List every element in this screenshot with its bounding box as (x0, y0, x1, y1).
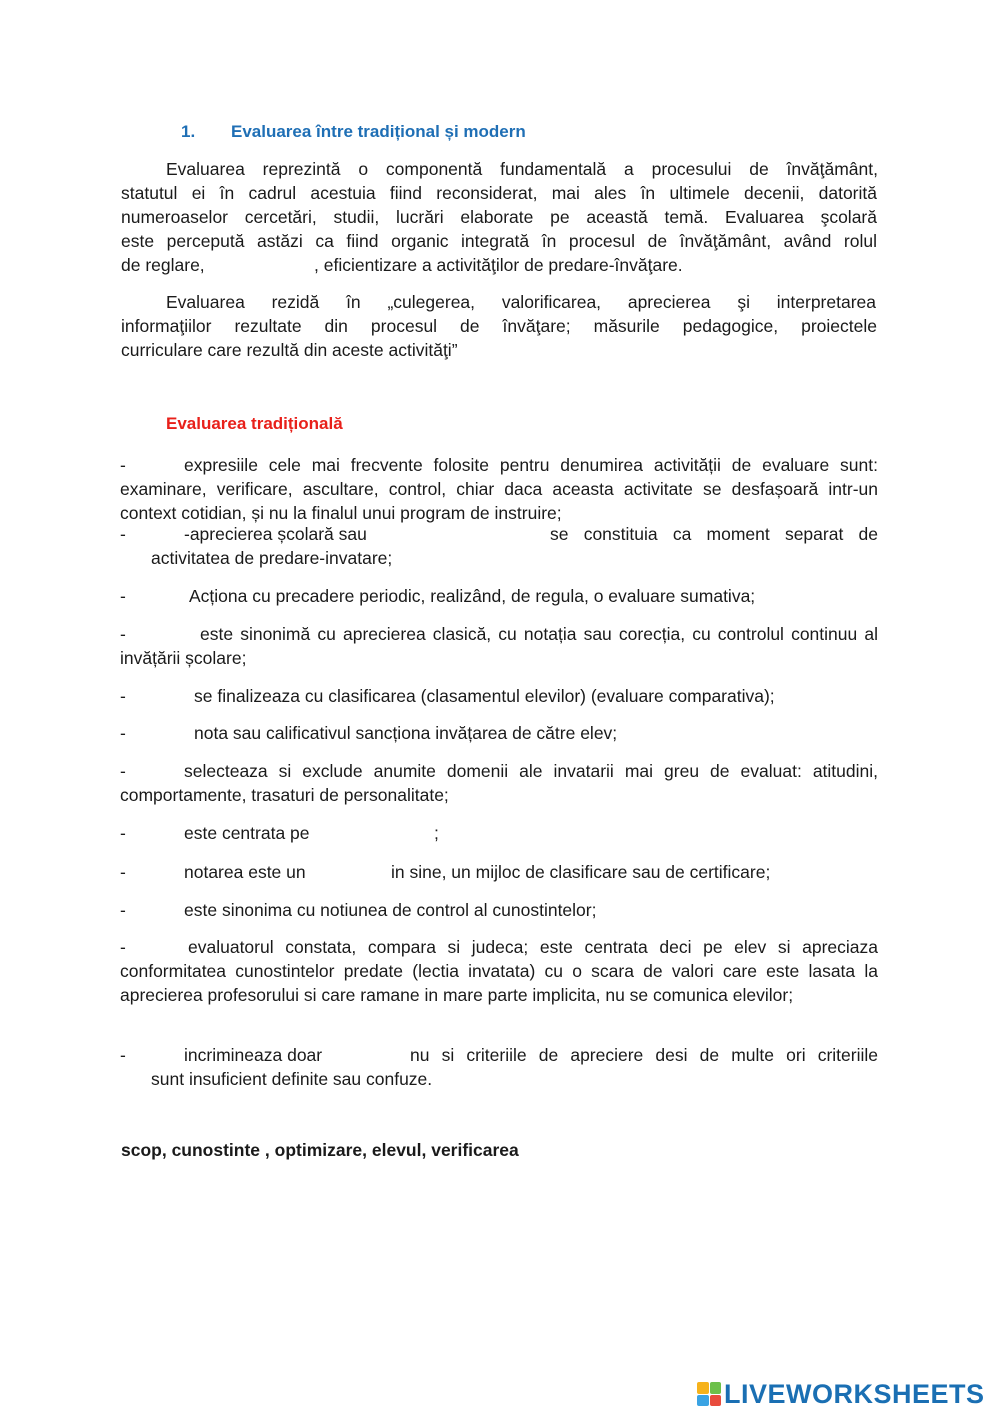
bullet-marker: - (120, 723, 126, 743)
intro-p1-line2: statutul ei în cadrul acestuia fiind reconsiderat, mai ales în ultimele decenii, datorită (121, 183, 877, 203)
intro-p2-line2: informaţiilor rezultate din procesul de învăţare; măsurile pedagogice, proiectele (121, 316, 877, 336)
liveworksheets-grid-icon (697, 1382, 721, 1406)
bullet-item-12a: incrimineaza doar (184, 1045, 323, 1065)
bullet-marker: - (120, 761, 126, 781)
bullet-item-2a: -aprecierea școlară sau (184, 524, 367, 544)
intro-p1-line1: Evaluarea reprezintă o componentă fundamentală a procesului de învăţământ, (166, 159, 878, 179)
liveworksheets-logo (697, 1378, 985, 1410)
intro-p1-line5b: , eficientizare a activităţilor de predare-învăţare. (314, 255, 683, 275)
bullet-marker: - (120, 524, 126, 544)
bullet-item-8b: ; (434, 823, 439, 843)
intro-p1-line5a: de reglare, (121, 255, 205, 275)
intro-p1-line3: numeroaselor cercetări, studii, lucrări elaborate pe această temă. Evaluarea şcolară (121, 207, 877, 227)
bullet-item-8a: este centrata pe (184, 823, 310, 843)
section-title: Evaluarea între tradițional și modern (231, 122, 526, 141)
bullet-item-12-cont: sunt insuficient definite sau confuze. (151, 1069, 433, 1089)
bullet-item-6: nota sau calificativul sancționa invățarea de către elev; (194, 723, 618, 743)
brand-name: LIVEWORKSHEETS (724, 1378, 985, 1409)
bullet-marker: - (120, 862, 126, 882)
bullet-item-5: se finalizeaza cu clasificarea (clasamentul elevilor) (evaluare comparativa); (194, 686, 775, 706)
bullet-marker: - (120, 686, 126, 706)
bullet-marker: - (120, 937, 126, 957)
bullet-marker: - (120, 455, 126, 475)
intro-p2-line1: Evaluarea rezidă în „culegerea, valorificarea, aprecierea şi interpretarea (166, 292, 876, 312)
word-bank: scop, cunostinte , optimizare, elevul, verificarea (121, 1140, 519, 1160)
bullet-item-2-cont: activitatea de predare-invatare; (151, 548, 393, 568)
bullet-item-2b: se constituia ca moment separat de (550, 524, 878, 544)
bullet-marker: - (120, 586, 126, 606)
bullet-item-12b: nu si criteriile de apreciere desi de multe ori criteriile (410, 1045, 878, 1065)
bullet-marker: - (120, 624, 126, 644)
bullet-marker: - (120, 1045, 126, 1065)
bullet-item-4: este sinonimă cu aprecierea clasică, cu notația sau corecția, cu controlul continuu al invățării școlare; (120, 624, 878, 668)
intro-p2-line3: curriculare care rezultă din aceste activităţi” (121, 340, 458, 360)
intro-p1-line4: este percepută astăzi ca fiind organic integrată în procesul de învăţământ, având rolul (121, 231, 877, 251)
bullet-item-7: selecteaza si exclude anumite domenii ale invatarii mai greu de evaluat: atitudini, comportamente, trasaturi de personalitate; (120, 761, 878, 805)
subheading: Evaluarea tradițională (166, 414, 343, 433)
bullet-marker: - (120, 823, 126, 843)
section-number: 1. (181, 122, 196, 141)
bullet-marker: - (120, 900, 126, 920)
bullet-item-9a: notarea este un (184, 862, 306, 882)
bullet-item-11: evaluatorul constata, compara si judeca; este centrata deci pe elev si apreciaza conformitatea cunostintelor predate (lectia invatata) cu o scara de valori care este lasata la aprecierea profesorului si care ramane in mare parte implicita, nu se comunica elevilor; (120, 937, 878, 1005)
bullet-item-1: expresiile cele mai frecvente folosite pentru denumirea activității de evaluare sunt: examinare, verificare, ascultare, control, chiar daca aceasta activitate se desfașoară intr-un context cotidian, și nu la finalul unui program de instruire; (120, 455, 878, 523)
bullet-item-9b: in sine, un mijloc de clasificare sau de certificare; (391, 862, 771, 882)
bullet-item-3: Acționa cu precadere periodic, realizând, de regula, o evaluare sumativa; (189, 586, 756, 606)
bullet-item-10: este sinonima cu notiunea de control al cunostintelor; (184, 900, 597, 920)
